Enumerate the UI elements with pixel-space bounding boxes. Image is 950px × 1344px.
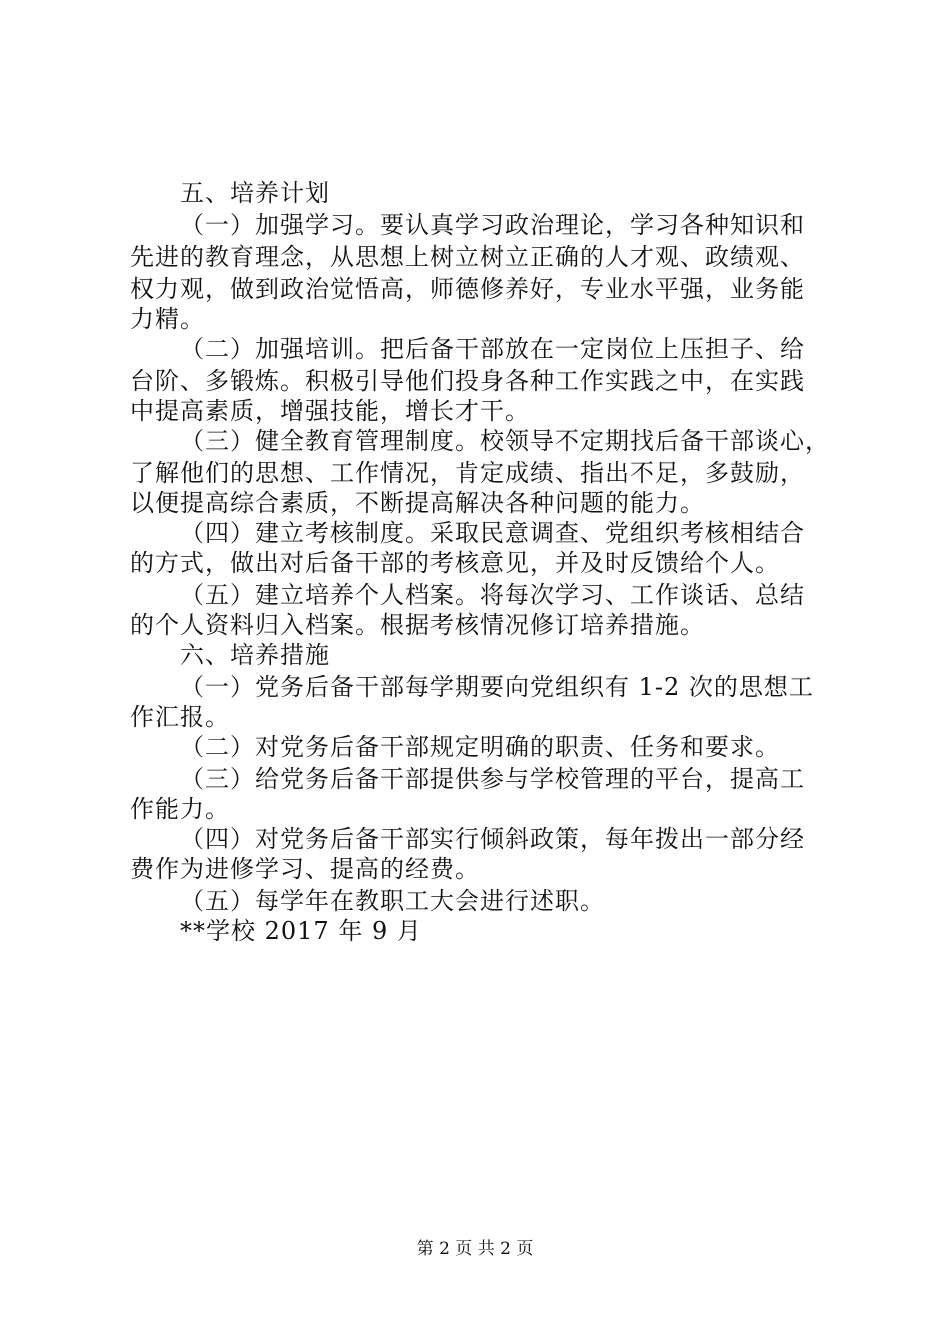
paragraph-line: 台阶、多锻炼。积极引导他们投身各种工作实践之中，在实践 — [130, 367, 805, 395]
paragraph-line: （四）对党务后备干部实行倾斜政策，每年拨出一部分经 — [180, 825, 805, 853]
section-heading: 五、培养计划 — [180, 179, 330, 207]
paragraph-line: （一）党务后备干部每学期要向党组织有 1-2 次的思想工 — [180, 673, 814, 701]
paragraph-line: 作汇报。 — [130, 703, 230, 731]
paragraph-line: 权力观，做到政治觉悟高，师德修养好，专业水平强，业务能 — [130, 275, 805, 303]
paragraph-line: （五）建立培养个人档案。将每次学习、工作谈话、总结 — [180, 581, 805, 609]
paragraph-line: 了解他们的思想、工作情况，肯定成绩、指出不足，多鼓励， — [130, 459, 805, 487]
paragraph-line: 的方式，做出对后备干部的考核意见，并及时反馈给个人。 — [130, 549, 780, 577]
paragraph-line: （三）健全教育管理制度。校领导不定期找后备干部谈心， — [180, 427, 830, 455]
signature-line: **学校 2017 年 9 月 — [180, 917, 422, 945]
paragraph-line: （二）加强培训。把后备干部放在一定岗位上压担子、给 — [180, 335, 805, 363]
paragraph-line: （二）对党务后备干部规定明确的职责、任务和要求。 — [180, 733, 780, 761]
paragraph-line: 费作为进修学习、提高的经费。 — [130, 855, 480, 883]
section-heading: 六、培养措施 — [180, 641, 330, 669]
paragraph-line: 作能力。 — [130, 795, 230, 823]
page-footer: 第 2 页 共 2 页 — [416, 1239, 534, 1259]
paragraph-line: （五）每学年在教职工大会进行述职。 — [180, 887, 605, 915]
paragraph-line: （一）加强学习。要认真学习政治理论，学习各种知识和 — [180, 211, 805, 239]
paragraph-line: 的个人资料归入档案。根据考核情况修订培养措施。 — [130, 611, 705, 639]
paragraph-line: （四）建立考核制度。采取民意调查、党组织考核相结合 — [180, 519, 805, 547]
paragraph-line: 中提高素质，增强技能，增长才干。 — [130, 397, 530, 425]
paragraph-line: （三）给党务后备干部提供参与学校管理的平台，提高工 — [180, 765, 805, 793]
paragraph-line: 力精。 — [130, 305, 205, 333]
paragraph-line: 以便提高综合素质，不断提高解决各种问题的能力。 — [130, 489, 705, 517]
paragraph-line: 先进的教育理念，从思想上树立树立正确的人才观、政绩观、 — [130, 243, 805, 271]
